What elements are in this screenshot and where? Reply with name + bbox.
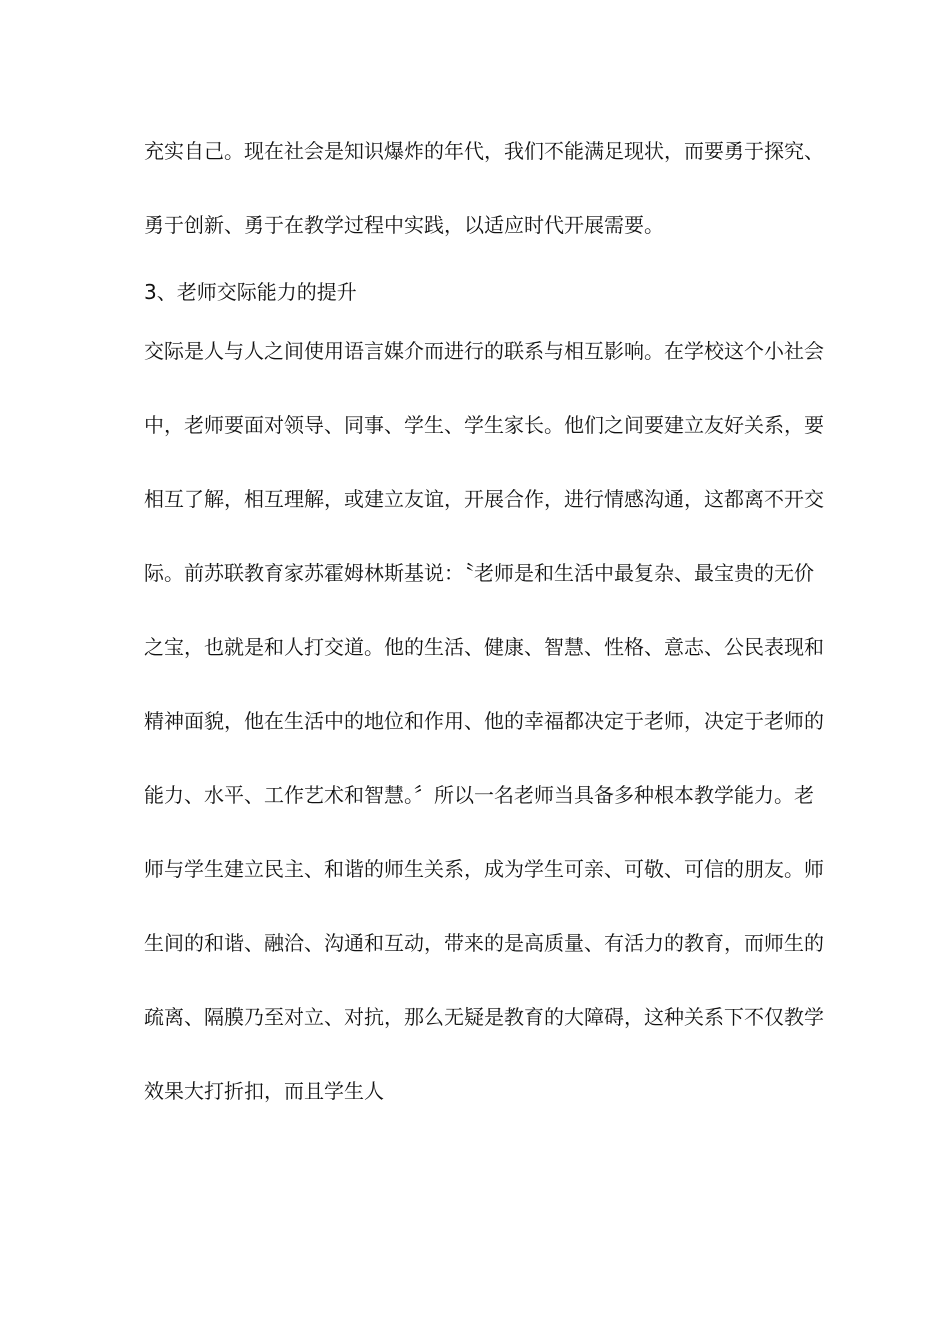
paragraph-line: 生间的和谐、融洽、沟通和互动，带来的是高质量、有活力的教育，而师生的: [144, 931, 824, 955]
paragraph-line: 能力、水平、工作艺术和智慧。〞所以一名老师当具备多种根本教学能力。老: [144, 783, 814, 807]
paragraph-line: 效果大打折扣，而且学生人: [144, 1079, 384, 1103]
paragraph-line: 勇于创新、勇于在教学过程中实践，以适应时代开展需要。: [144, 213, 664, 237]
section-heading: [144, 272, 806, 312]
paragraph-line: 充实自己。现在社会是知识爆炸的年代，我们不能满足现状，而要勇于探究、: [144, 139, 824, 163]
section-heading-text: 3、老师交际能力的提升: [144, 280, 357, 304]
paragraph-line: 际。前苏联教育家苏霍姆林斯基说：〝老师是和生活中最复杂、最宝贵的无价: [144, 561, 814, 585]
paragraph-1: [144, 114, 824, 262]
paragraph-line: 交际是人与人之间使用语言媒介而进行的联系与相互影响。在学校这个小社会: [144, 339, 824, 363]
paragraph-line: 中，老师要面对领导、同事、学生、学生家长。他们之间要建立友好关系，要: [144, 413, 824, 437]
paragraph-line: 疏离、隔膜乃至对立、对抗，那么无疑是教育的大障碍，这种关系下不仅教学: [144, 1005, 824, 1029]
paragraph-line: 精神面貌，他在生活中的地位和作用、他的幸福都决定于老师，决定于老师的: [144, 709, 824, 733]
paragraph-line: 相互了解，相互理解，或建立友谊，开展合作，进行情感沟通，这都离不开交: [144, 487, 824, 511]
paragraph-2: [144, 314, 824, 1128]
paragraph-line: 师与学生建立民主、和谐的师生关系，成为学生可亲、可敬、可信的朋友。师: [144, 857, 824, 881]
paragraph-line: 之宝，也就是和人打交道。他的生活、健康、智慧、性格、意志、公民表现和: [144, 635, 824, 659]
